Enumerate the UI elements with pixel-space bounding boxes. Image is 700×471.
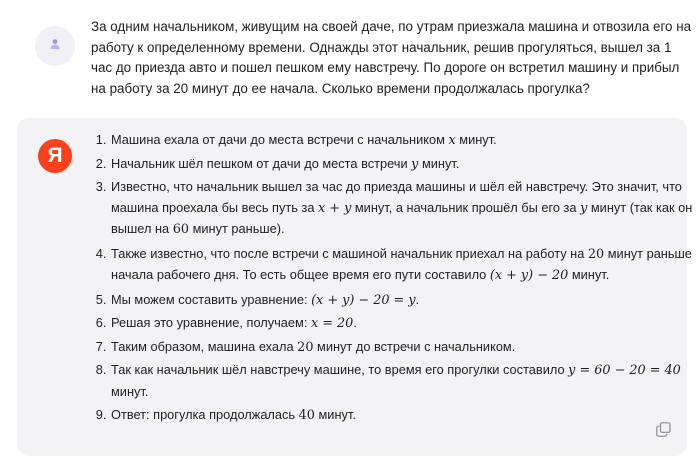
answer-step-4: 4. Также известно, что после встречи с машиной начальник приехал на работу на 20 минут раньше начала рабочего дня. То есть общее время его пути составило (x + y) − 20 минут. [110,244,700,287]
user-avatar [35,26,75,66]
answer-step-8: 8. Так как начальник шёл навстречу машине, то время его прогулки составило y = 60 − 20 = 40 минут. [110,360,700,402]
answer-step-7: 7. Таким образом, машина ехала 20 минут до встречи с начальником. [110,337,700,359]
user-message-text: За одним начальником, живущим на своей даче, по утрам приезжала машина и отвозила его на работу к определенному времени. Однажды этот начальник, решив прогуляться, вышел за 1 час до приезда авто и пошел пешком ему навстречу. По дороге он встретил машину и прибыл на работу за 20 минут до ее начала. Сколько времени продолжалась прогулка? [91,19,692,96]
answer-step-1: 1. Машина ехала от дачи до места встречи с начальником x минут. [110,130,700,152]
answer-steps-list [83,130,700,429]
user-message [0,0,700,118]
assistant-answer-card [17,118,693,456]
yandex-logo-icon [38,139,72,173]
answer-step-2: 2. Начальник шёл пешком от дачи до места встречи y минут. [110,154,700,176]
copy-icon [656,422,671,437]
answer-step-3: 3. Известно, что начальник вышел за час до приезда машины и шёл ей навстречу. Это значит, что машина проехала бы весь путь за x + y минут, а начальник прошёл бы его за y минут (так как он вышел на 60 минут раньше). [110,177,700,241]
answer-step-5: 5. Мы можем составить уравнение: (x + y) − 20 = y. [110,290,700,312]
logo-letter: Я [47,144,63,167]
answer-step-6: 6. Решая это уравнение, получаем: x = 20. [110,313,700,335]
copy-button[interactable] [654,420,672,438]
user-icon [49,37,61,55]
answer-step-9: 9. Ответ: прогулка продолжалась 40 минут. [110,405,700,427]
